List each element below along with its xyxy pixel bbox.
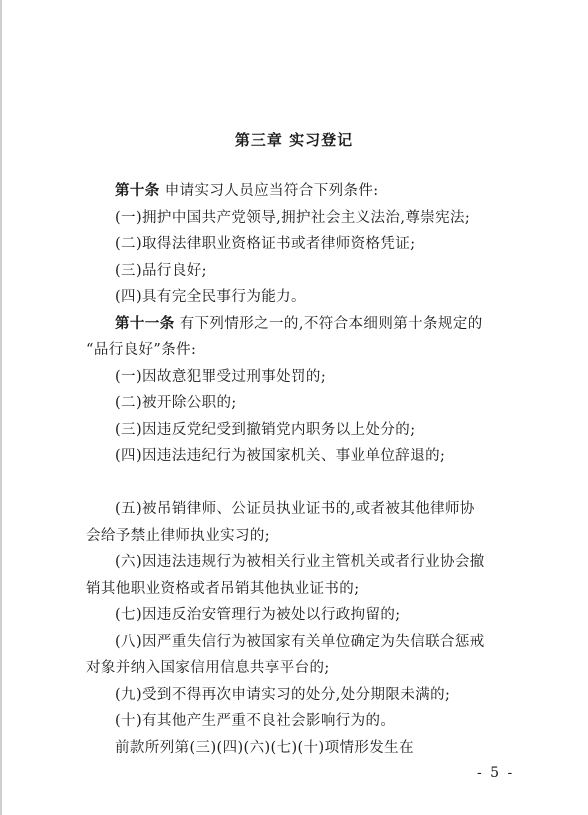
article-11-item-1: (一)因故意犯罪受过刑事处罚的; [115, 368, 327, 385]
article-11-item-4: (四)因违法违纪行为被国家机关、事业单位辞退的; [115, 448, 446, 464]
article-10-item-4: (四)具有完全民事行为能力。 [115, 289, 306, 305]
article-10-item-1: (一)拥护中国共产党领导,拥护社会主义法治,尊崇宪法; [115, 209, 471, 226]
article-11-item-10: (十)有其他产生严重不良社会影响行为的。 [115, 713, 396, 729]
document-body [86, 178, 516, 761]
article-11-intro [86, 311, 516, 338]
page-number: - 5 - [477, 765, 515, 781]
article-11-item-9: (九)受到不得再次申请实习的处分,处分期限未满的; [115, 686, 451, 703]
article-10-heading: 第十条 [115, 183, 160, 199]
article-10-item-3: (三)品行良好; [115, 262, 207, 279]
article-11-closing-paragraph: 前款所列第(三)(四)(六)(七)(十)项情形发生在 [115, 739, 414, 756]
article-11-item-2: (二)被开除公职的; [115, 395, 237, 411]
chapter-title: 第三章 实习登记 [234, 131, 354, 149]
article-11-item-8-continued: 对象并纳入国家信用信息共享平台的; [86, 660, 330, 676]
article-10-intro [86, 178, 516, 205]
paragraph-gap [86, 470, 516, 497]
article-11-item-3: (三)因违反党纪受到撤销党内职务以上处分的; [115, 421, 416, 438]
article-11-item-8: (八)因严重失信行为被国家有关单位确定为失信联合惩戒 [115, 633, 485, 650]
article-10-intro-text: 申请实习人员应当符合下列条件: [159, 183, 379, 199]
article-10-item-2: (二)取得法律职业资格证书或者律师资格凭证; [115, 236, 416, 252]
article-11-item-7: (七)因违反治安管理行为被处以行政拘留的; [115, 607, 401, 623]
article-11-item-6: (六)因违法违规行为被相关行业主管机关或者行业协会撤 [115, 554, 485, 570]
article-11-item-6-continued: 销其他职业资格或者吊销其他执业证书的; [86, 580, 360, 597]
article-11-heading: 第十一条 [115, 315, 175, 332]
article-11-intro-text: 有下列情形之一的,不符合本细则第十条规定的 [174, 315, 483, 332]
article-11-intro-continued: “品行良好”条件: [86, 342, 197, 358]
article-11-item-5-continued: 会给予禁止律师执业实习的; [86, 527, 271, 544]
article-11-item-5: (五)被吊销律师、公证员执业证书的,或者被其他律师协 [115, 501, 475, 517]
